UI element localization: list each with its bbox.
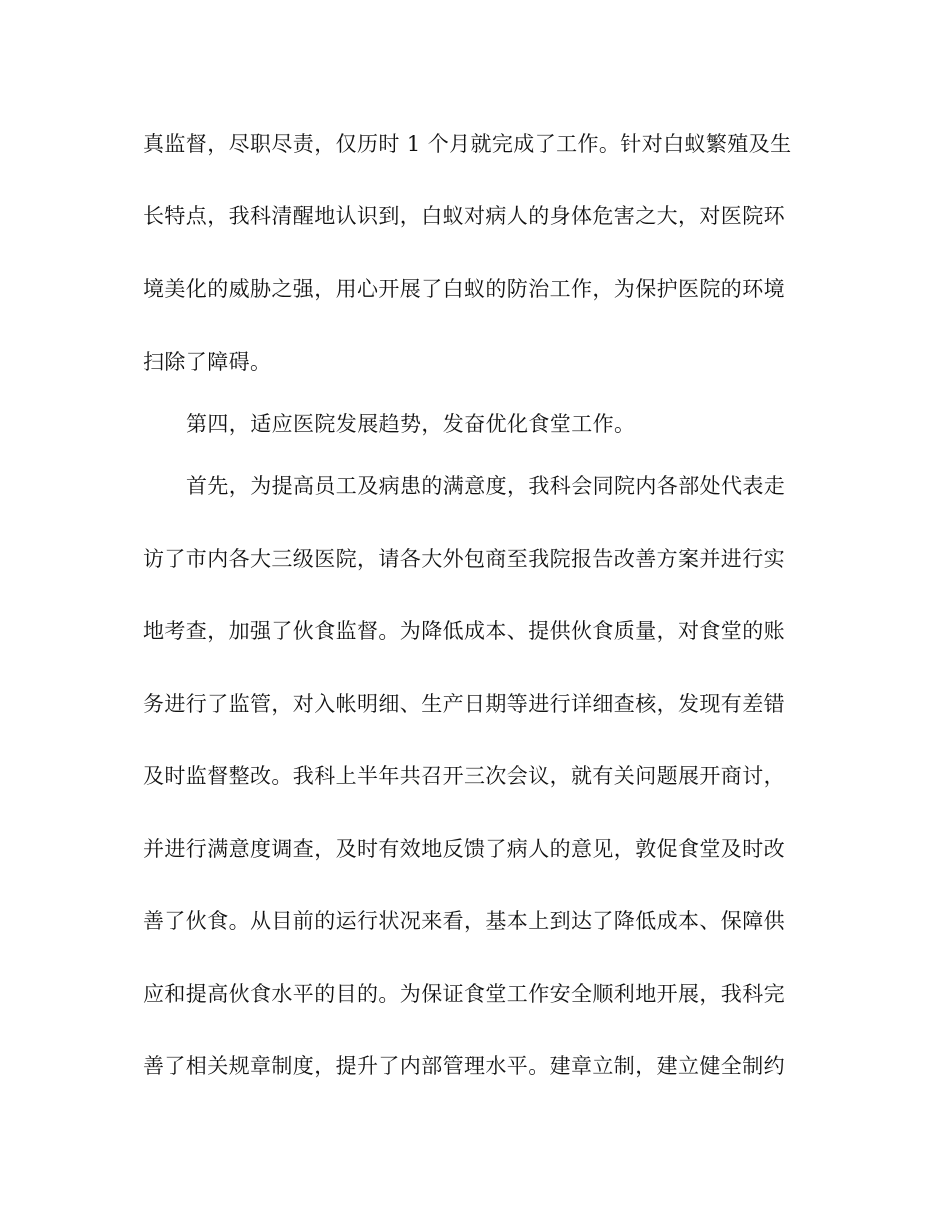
text-line: 务进行了监管，对入帐明细、生产日期等进行详细查核，发现有差错	[143, 692, 785, 716]
text-line: 并进行满意度调查，及时有效地反馈了病人的意见，敦促食堂及时改	[143, 837, 785, 861]
text-line: 善了伙食。从目前的运行状况来看，基本上到达了降低成本、保障供	[143, 909, 785, 933]
paragraph-start: 首先，为提高员工及病患的满意度，我科会同院内各部处代表走	[186, 474, 786, 498]
text-line: 真监督，尽职尽责，仅历时 1 个月就完成了工作。针对白蚁繁殖及生	[143, 132, 792, 156]
text-line: 扫除了障碍。	[143, 350, 272, 374]
text-line: 境美化的威胁之强，用心开展了白蚁的防治工作，为保护医院的环境	[143, 277, 785, 301]
text-line: 应和提高伙食水平的目的。为保证食堂工作安全顺利地开展，我科完	[143, 982, 785, 1006]
section-heading: 第四，适应医院发展趋势，发奋优化食堂工作。	[186, 412, 636, 436]
text-line: 访了市内各大三级医院，请各大外包商至我院报告改善方案并进行实	[143, 547, 785, 571]
text-line: 长特点，我科清醒地认识到，白蚁对病人的身体危害之大，对医院环	[143, 204, 785, 228]
text-line: 善了相关规章制度，提升了内部管理水平。建章立制，建立健全制约	[143, 1054, 785, 1078]
text-line: 地考查，加强了伙食监督。为降低成本、提供伙食质量，对食堂的账	[143, 619, 785, 643]
text-line: 及时监督整改。我科上半年共召开三次会议，就有关问题展开商讨，	[143, 764, 785, 788]
